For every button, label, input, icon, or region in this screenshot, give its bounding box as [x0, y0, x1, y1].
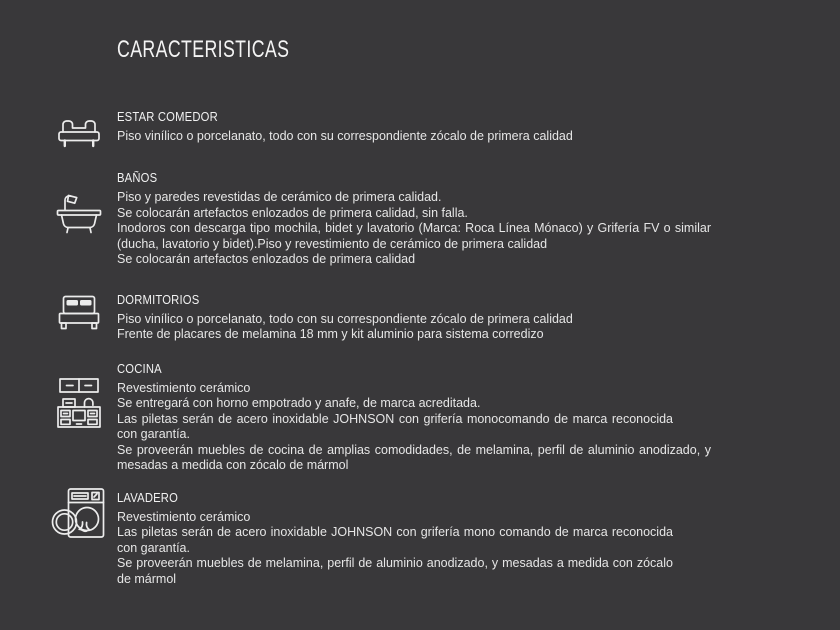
- section-text: Las piletas serán de acero inoxidable JOHNSON con grifería mono comando de marca reconocida con garantía.: [117, 525, 673, 555]
- section-text: Piso y paredes revestidas de cerámico de primera calidad.: [117, 190, 442, 204]
- section-text: Revestimiento cerámico: [117, 509, 251, 524]
- section-cocina: [40, 362, 840, 474]
- kitchen-sink-icon: [40, 376, 117, 438]
- section-text: Inodoros con descarga tipo mochila, bidet y lavatorio (Marca: Roca Línea Mónaco) y Grifería FV o similar (ducha, lavatorio y bidet).Piso y revestimiento de cerámico de primera calidad: [117, 221, 711, 251]
- bathtub-icon: [40, 189, 117, 237]
- section-banos: [40, 171, 840, 268]
- section-text: Se colocarán artefactos enlozados de primera calidad, sin falla.: [117, 205, 468, 220]
- section-text: Las piletas serán de acero inoxidable JOHNSON con grifería monocomando de marca reconocida con garantía.: [117, 411, 673, 441]
- washing-machine-icon: [40, 485, 117, 545]
- section-text: Frente de placares de melamina 18 mm y kit aluminio para sistema corredizo: [117, 327, 544, 341]
- sofa-icon: [40, 113, 117, 149]
- section-text: Se proveerán muebles de cocina de amplias comodidades, de melamina, perfil de aluminio anodizado, y mesadas a medida con zócalo de mármol: [117, 442, 711, 472]
- section-title-cocina: COCINA: [117, 361, 162, 376]
- section-text: Se entregará con horno empotrado y anafe, de marca acreditada.: [117, 396, 481, 410]
- section-dormitorios: [40, 293, 840, 343]
- section-text: Se proveerán muebles de melamina, perfil de aluminio anodizado, y mesadas a medida con zócalo de mármol: [117, 556, 673, 586]
- section-estar-comedor: [40, 110, 840, 149]
- section-title-lavadero: LAVADERO: [117, 490, 179, 505]
- section-lavadero: [40, 491, 840, 588]
- section-text: Se colocarán artefactos enlozados de primera calidad: [117, 252, 416, 266]
- section-title-banos: BAÑOS: [117, 171, 158, 185]
- page-title: CARACTERISTICAS: [117, 36, 290, 63]
- bed-icon: [40, 293, 117, 335]
- section-text: Piso vinílico o porcelanato, todo con su correspondiente zócalo de primera calidad: [117, 311, 573, 326]
- section-title-dormitorios: DORMITORIOS: [117, 292, 200, 307]
- section-text: Revestimiento cerámico: [117, 380, 251, 395]
- section-title-estar-comedor: ESTAR COMEDOR: [117, 110, 218, 124]
- section-text: Piso vinílico o porcelanato, todo con su correspondiente zócalo de primera calidad: [117, 129, 573, 143]
